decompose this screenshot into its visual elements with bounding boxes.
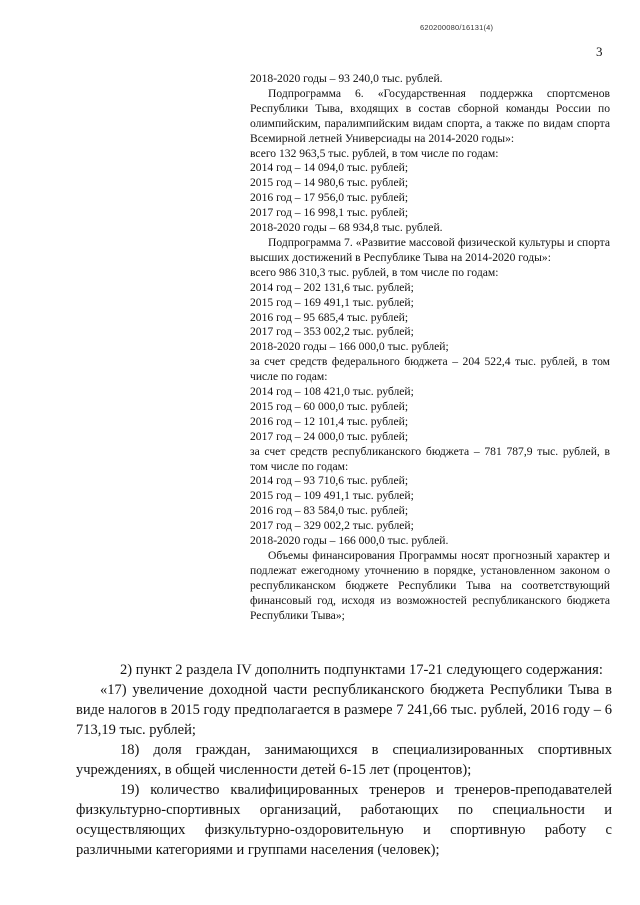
document-code: 620200080/16131(4) bbox=[420, 23, 494, 32]
year-line: 2014 год – 14 094,0 тыс. рублей; bbox=[250, 161, 409, 175]
subprogram-7-title: Подпрограмма 7. «Развитие массовой физической культуры и спорта высших достижений в Республике Тыва на 2014-2020 годы»: bbox=[250, 235, 610, 264]
year-line: 2014 год – 108 421,0 тыс. рублей; bbox=[250, 385, 414, 399]
year-line: 2015 год – 60 000,0 тыс. рублей; bbox=[250, 399, 409, 413]
paragraph: всего 986 310,3 тыс. рублей, в том числе по годам: bbox=[250, 265, 499, 279]
paragraph: всего 132 963,5 тыс. рублей, в том числе по годам: bbox=[250, 146, 499, 160]
year-line: 2018-2020 годы – 166 000,0 тыс. рублей; bbox=[250, 340, 449, 354]
year-line: 2015 год – 169 491,1 тыс. рублей; bbox=[250, 295, 414, 309]
financing-note: Объемы финансирования Программы носят прогнозный характер и подлежат ежегодному уточнению в порядке, установленном законом о республиканском бюджете Республики Тыва на соответствующий финансовый год, исходя из возможностей республиканского бюджета Республики Тыва»; bbox=[250, 549, 610, 622]
year-line: 2016 год – 12 101,4 тыс. рублей; bbox=[250, 414, 409, 428]
year-line: 2016 год – 83 584,0 тыс. рублей; bbox=[250, 504, 409, 518]
year-line: 2018-2020 годы – 68 934,8 тыс. рублей. bbox=[250, 221, 443, 235]
page-number: 3 bbox=[596, 44, 603, 59]
year-line: 2017 год – 329 002,2 тыс. рублей; bbox=[250, 519, 414, 533]
amendment-item: 19) количество квалифицированных тренеров и тренеров-преподавателей физкультурно-спортивных организаций, работающих по специальности и осуществляющих физкультурно-оздоровительную и спортивную работу с различными категориями и группами населения (человек); bbox=[76, 782, 612, 858]
year-line: 2014 год – 93 710,6 тыс. рублей; bbox=[250, 474, 409, 488]
paragraph: 2018-2020 годы – 93 240,0 тыс. рублей. bbox=[250, 72, 443, 85]
federal-budget-line: за счет средств федерального бюджета – 204 522,4 тыс. рублей, в том числе по годам: bbox=[250, 355, 610, 384]
republican-budget-line: за счет средств республиканского бюджета – 781 787,9 тыс. рублей, в том числе по годам: bbox=[250, 444, 610, 473]
year-line: 2015 год – 14 980,6 тыс. рублей; bbox=[250, 176, 409, 190]
year-line: 2017 год – 24 000,0 тыс. рублей; bbox=[250, 429, 409, 443]
year-line: 2014 год – 202 131,6 тыс. рублей; bbox=[250, 280, 414, 294]
amendments-block bbox=[76, 660, 612, 860]
year-line: 2017 год – 353 002,2 тыс. рублей; bbox=[250, 325, 414, 339]
year-line: 2016 год – 17 956,0 тыс. рублей; bbox=[250, 191, 409, 205]
year-line: 2015 год – 109 491,1 тыс. рублей; bbox=[250, 489, 414, 503]
amendment-item: 18) доля граждан, занимающихся в специализированных спортивных учреждениях, в общей численности детей 6-15 лет (процентов); bbox=[76, 742, 612, 778]
amendment-item: «17) увеличение доходной части республиканского бюджета Республики Тыва в виде налогов в 2015 году предполагается в размере 7 241,66 тыс. рублей, 2016 году – 6 713,19 тыс. рублей; bbox=[76, 682, 612, 738]
year-line: 2017 год – 16 998,1 тыс. рублей; bbox=[250, 206, 409, 220]
amendment-item: 2) пункт 2 раздела IV дополнить подпунктами 17-21 следующего содержания: bbox=[120, 662, 603, 678]
year-line: 2018-2020 годы – 166 000,0 тыс. рублей. bbox=[250, 534, 449, 548]
subprogram-6-title: Подпрограмма 6. «Государственная поддержка спортсменов Республики Тыва, входящих в состав сборной команды России по олимпийским, паралимпийским видам спорта, а также по видам спорта Всемирной летней Универсиады на 2014-2020 годы»: bbox=[250, 86, 610, 145]
year-line: 2016 год – 95 685,4 тыс. рублей; bbox=[250, 310, 409, 324]
financing-details-block bbox=[250, 72, 610, 624]
